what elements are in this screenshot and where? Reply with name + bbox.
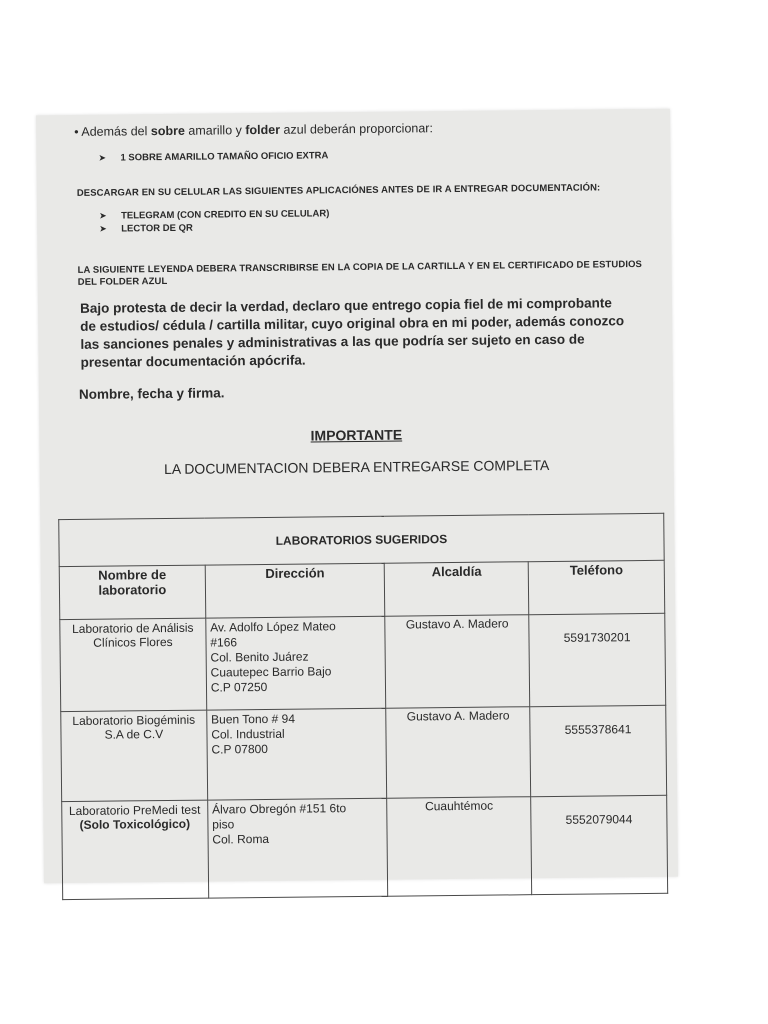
lab-address: Álvaro Obregón #151 6to piso Col. Roma bbox=[207, 798, 388, 898]
apps-heading: DESCARGAR EN SU CELULAR LAS SIGUIENTES APLICACIÓNES ANTES DE IR A ENTREGAR DOCUMENTACIÓN: bbox=[76, 182, 601, 199]
header-alcaldia: Alcaldía bbox=[385, 562, 529, 617]
intro-prefix: • Además del bbox=[74, 124, 151, 139]
table-row bbox=[61, 705, 667, 801]
lab-name: Laboratorio de Análisis Clínicos Flores bbox=[60, 618, 207, 712]
header-telefono: Teléfono bbox=[528, 560, 664, 614]
header-nombre: Nombre de laboratorio bbox=[59, 565, 205, 620]
intro-middle: amarillo y bbox=[184, 123, 246, 138]
lab-alcaldia: Gustavo A. Madero bbox=[386, 707, 531, 799]
bullet-sobre bbox=[98, 150, 328, 163]
leyenda-heading-line1: LA SIGUIENTE LEYENDA DEBERA TRANSCRIBIRSE EN LA COPIA DE LA CARTILLA Y EN EL CERTIFICADO DE ESTUDIOS bbox=[77, 259, 643, 276]
laboratories-table bbox=[58, 513, 668, 900]
intro-line bbox=[74, 121, 433, 139]
table-row bbox=[60, 613, 666, 711]
declaration-text: Bajo protesta de decir la verdad, declaro que entrego copia fiel de mi comprobante de estudios/ cédula / cartilla militar, cuyo original obra en mi poder, además conozco las sanciones penales y administrativas a las que podría ser sujeto en caso de presentar documentación apócrifa. bbox=[79, 295, 625, 370]
documentacion-notice: LA DOCUMENTACION DEBERA ENTREGARSE COMPLETA bbox=[163, 456, 550, 478]
lab-telefono: 5591730201 bbox=[529, 613, 666, 706]
signature-line: Nombre, fecha y firma. bbox=[78, 385, 225, 402]
app-item bbox=[99, 208, 329, 221]
lab-alcaldia: Cuauhtémoc bbox=[387, 797, 532, 897]
lab-address: Buen Tono # 94 Col. Industrial C.P 07800 bbox=[207, 708, 388, 800]
table-header-row bbox=[59, 560, 665, 619]
lab-telefono: 5552079044 bbox=[531, 795, 668, 894]
lab-telefono: 5555378641 bbox=[530, 705, 667, 796]
lab-name: Laboratorio Biogéminis S.A de C.V bbox=[61, 710, 208, 802]
intro-suffix: azul deberán proporcionar: bbox=[279, 121, 433, 137]
lab-alcaldia: Gustavo A. Madero bbox=[385, 615, 530, 709]
app-item-text: TELEGRAM (CON CREDITO EN SU CELULAR) bbox=[120, 208, 330, 222]
intro-sobre: sobre bbox=[150, 123, 185, 139]
app-item-text: LECTOR DE QR bbox=[121, 222, 193, 235]
table-row bbox=[62, 795, 668, 899]
intro-folder: folder bbox=[245, 122, 281, 138]
lab-name: Laboratorio PreMedi test (Solo Toxicológico) bbox=[62, 800, 209, 900]
bullet-sobre-text: 1 SOBRE AMARILLO TAMAÑO OFICIO EXTRA bbox=[120, 150, 329, 164]
table-title: LABORATORIOS SUGERIDOS bbox=[59, 513, 664, 566]
arrow-bullet-icon: ➤ bbox=[99, 223, 107, 234]
arrow-bullet-icon: ➤ bbox=[98, 152, 107, 163]
leyenda-heading-line2: DEL FOLDER AZUL bbox=[77, 275, 168, 288]
importante-heading: IMPORTANTE bbox=[310, 426, 403, 444]
lab-address: Av. Adolfo López Mateo #166 Col. Benito Juárez Cuautepec Barrio Bajo C.P 07250 bbox=[206, 616, 387, 710]
header-direccion: Dirección bbox=[205, 563, 385, 618]
app-item bbox=[99, 223, 193, 235]
document-page bbox=[36, 109, 678, 884]
arrow-bullet-icon: ➤ bbox=[98, 210, 107, 221]
